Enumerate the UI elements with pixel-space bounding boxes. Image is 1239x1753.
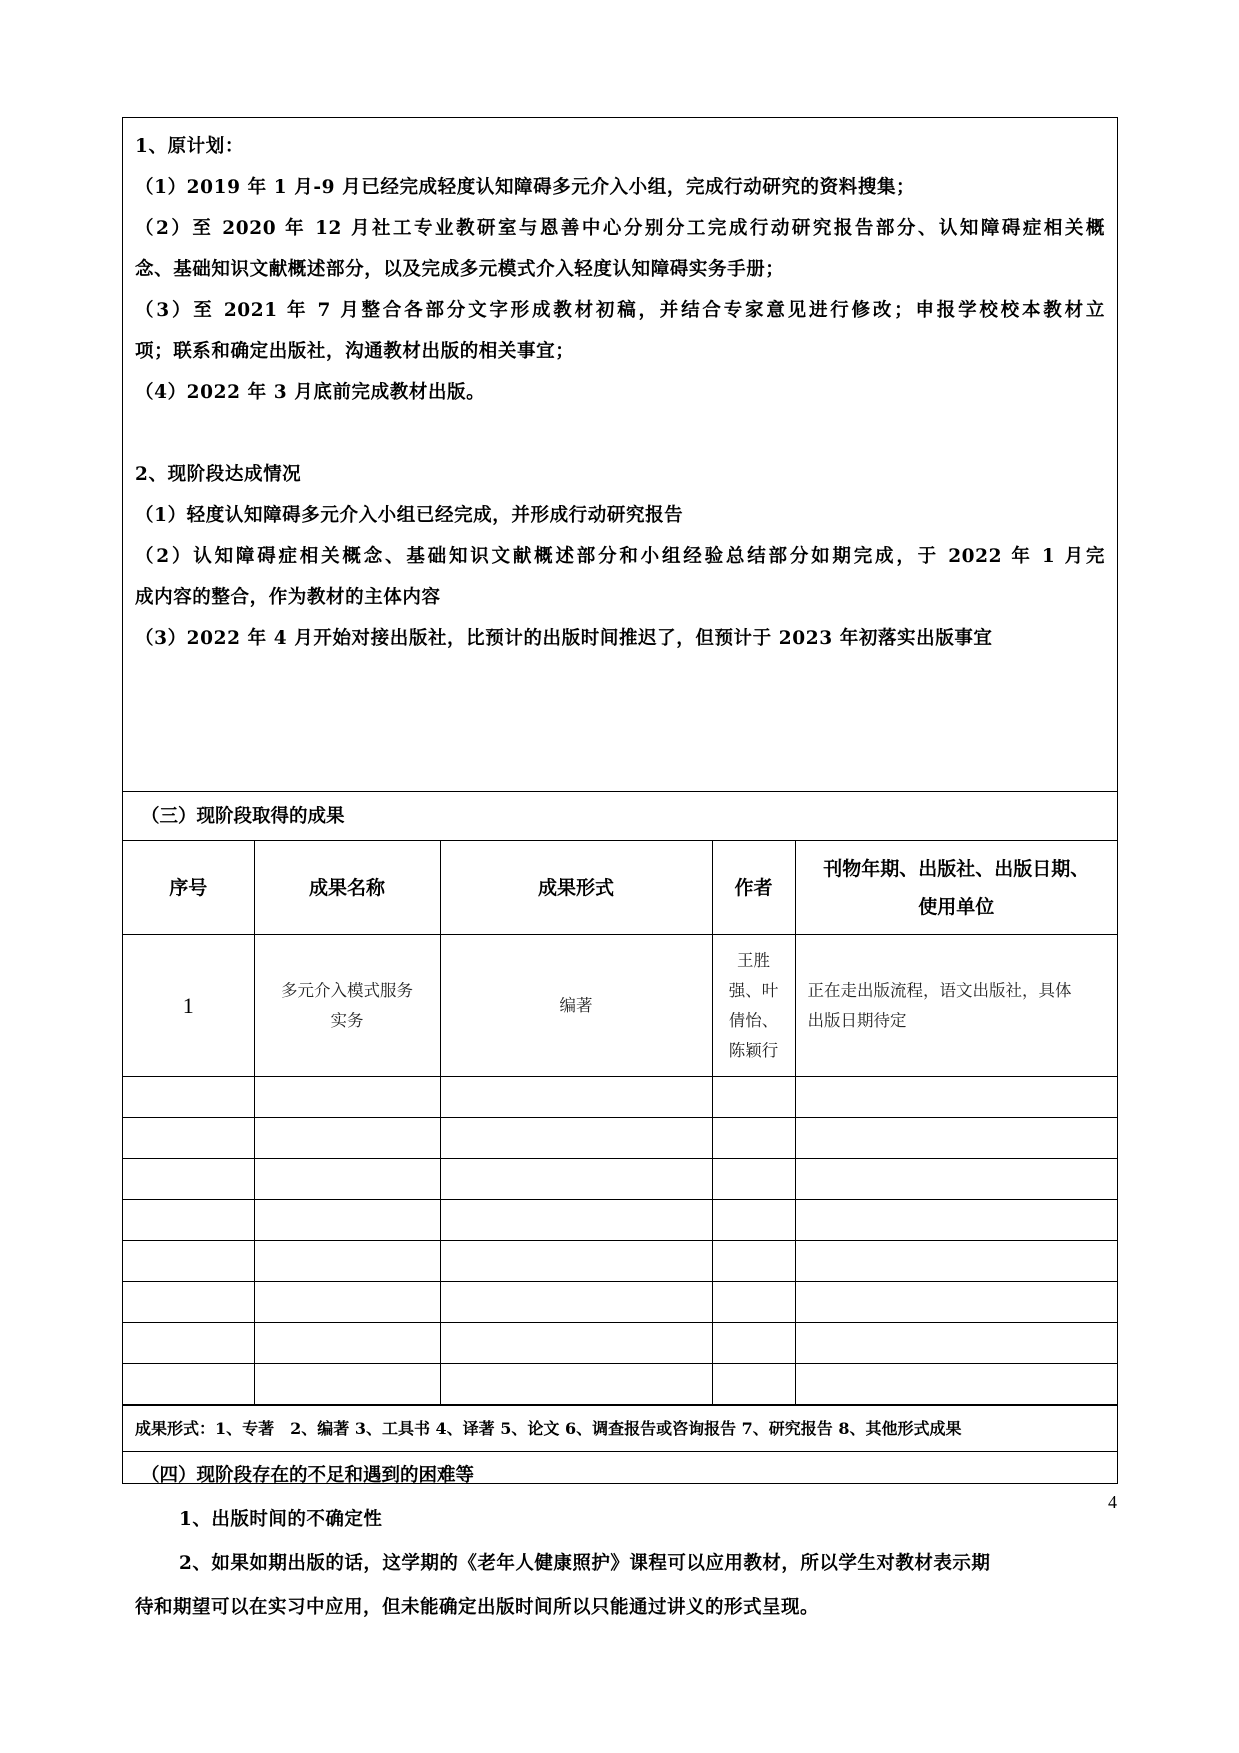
header-form: 成果形式 [440, 841, 712, 935]
empty-table-row [123, 1323, 1117, 1364]
row-author-line2: 强、叶 [728, 980, 779, 1000]
status-item-2-line2: 成内容的整合，作为教材的主体内容 [135, 587, 441, 608]
empty-table-row [123, 1364, 1117, 1405]
report-frame [122, 117, 1118, 1618]
row-author-line1: 王胜 [737, 950, 770, 970]
empty-table-row [123, 1118, 1117, 1159]
empty-table-row [123, 1077, 1117, 1118]
header-name: 成果名称 [254, 841, 440, 935]
row-author-line3: 倩怡、 [728, 1010, 779, 1030]
row-publication-line2: 出版日期待定 [807, 1010, 907, 1030]
results-table [123, 841, 1117, 1405]
difficulty-item-2-line1: 2、如果如期出版的话，这学期的《老年人健康照护》课程可以应用教材，所以学生对教材表示期 [179, 1553, 991, 1574]
row-form: 编著 [440, 935, 712, 1077]
status-item-2-line1: （2）认知障碍症相关概念、基础知识文献概述部分和小组经验总结部分如期完成，于 2022 年 1 月完 [135, 546, 1105, 567]
difficulty-item-1: 1、出版时间的不确定性 [179, 1509, 383, 1530]
row-author-line4: 陈颖行 [728, 1040, 779, 1060]
plan-item-1: （1）2019 年 1 月-9 月已经完成轻度认知障碍多元介入小组，完成行动研究的资料搜集； [135, 177, 916, 198]
header-seq: 序号 [123, 841, 254, 935]
row-publication [795, 935, 1117, 1077]
progress-section [123, 118, 1117, 792]
difficulties-section [123, 1452, 1117, 1630]
empty-table-row [123, 1282, 1117, 1323]
row-name-line1: 多元介入模式服务 [281, 980, 413, 1000]
row-name-line2: 实务 [330, 1010, 364, 1030]
header-author: 作者 [712, 841, 795, 935]
plan-heading: 1、原计划： [135, 136, 244, 157]
plan-item-3-line2: 项；联系和确定出版社，沟通教材出版的相关事宜； [135, 341, 575, 362]
results-forms-note: 成果形式：1、专著 2、编著 3、工具书 4、译著 5、论文 6、调查报告或咨询报告 7、研究报告 8、其他形式成果 [123, 1405, 1117, 1452]
spacer [135, 413, 1105, 454]
empty-table-row [123, 1241, 1117, 1282]
results-section-title: （三）现阶段取得的成果 [123, 792, 1117, 841]
status-item-1: （1）轻度认知障碍多元介入小组已经完成，并形成行动研究报告 [135, 505, 684, 526]
row-seq: 1 [123, 935, 254, 1077]
page-number: 4 [1108, 1492, 1117, 1512]
difficulties-title: （四）现阶段存在的不足和遇到的困难等 [141, 1465, 475, 1486]
plan-item-4: （4）2022 年 3 月底前完成教材出版。 [135, 382, 486, 403]
row-author [712, 935, 795, 1077]
plan-item-3-line1: （3）至 2021 年 7 月整合各部分文字形成教材初稿，并结合专家意见进行修改；申报学校校本教材立 [135, 300, 1105, 321]
row-publication-line1: 正在走出版流程，语文出版社，具体 [807, 980, 1072, 1000]
results-header-row [123, 841, 1117, 935]
status-item-3: （3）2022 年 4 月开始对接出版社，比预计的出版时间推迟了，但预计于 2023 年初落实出版事宜 [135, 628, 993, 649]
header-publication-line1: 刊物年期、出版社、出版日期、 [823, 857, 1090, 880]
header-publication-line2: 使用单位 [918, 895, 995, 918]
empty-table-row [123, 1159, 1117, 1200]
header-publication [795, 841, 1117, 935]
table-row [123, 935, 1117, 1077]
row-name [254, 935, 440, 1077]
plan-item-2-line2: 念、基础知识文献概述部分，以及完成多元模式介入轻度认知障碍实务手册； [135, 259, 785, 280]
plan-item-2-line1: （2）至 2020 年 12 月社工专业教研室与恩善中心分别分工完成行动研究报告部分、认知障碍症相关概 [135, 218, 1105, 239]
status-heading: 2、现阶段达成情况 [135, 464, 302, 485]
empty-table-row [123, 1200, 1117, 1241]
difficulty-item-2-line2: 待和期望可以在实习中应用，但未能确定出版时间所以只能通过讲义的形式呈现。 [135, 1597, 820, 1618]
